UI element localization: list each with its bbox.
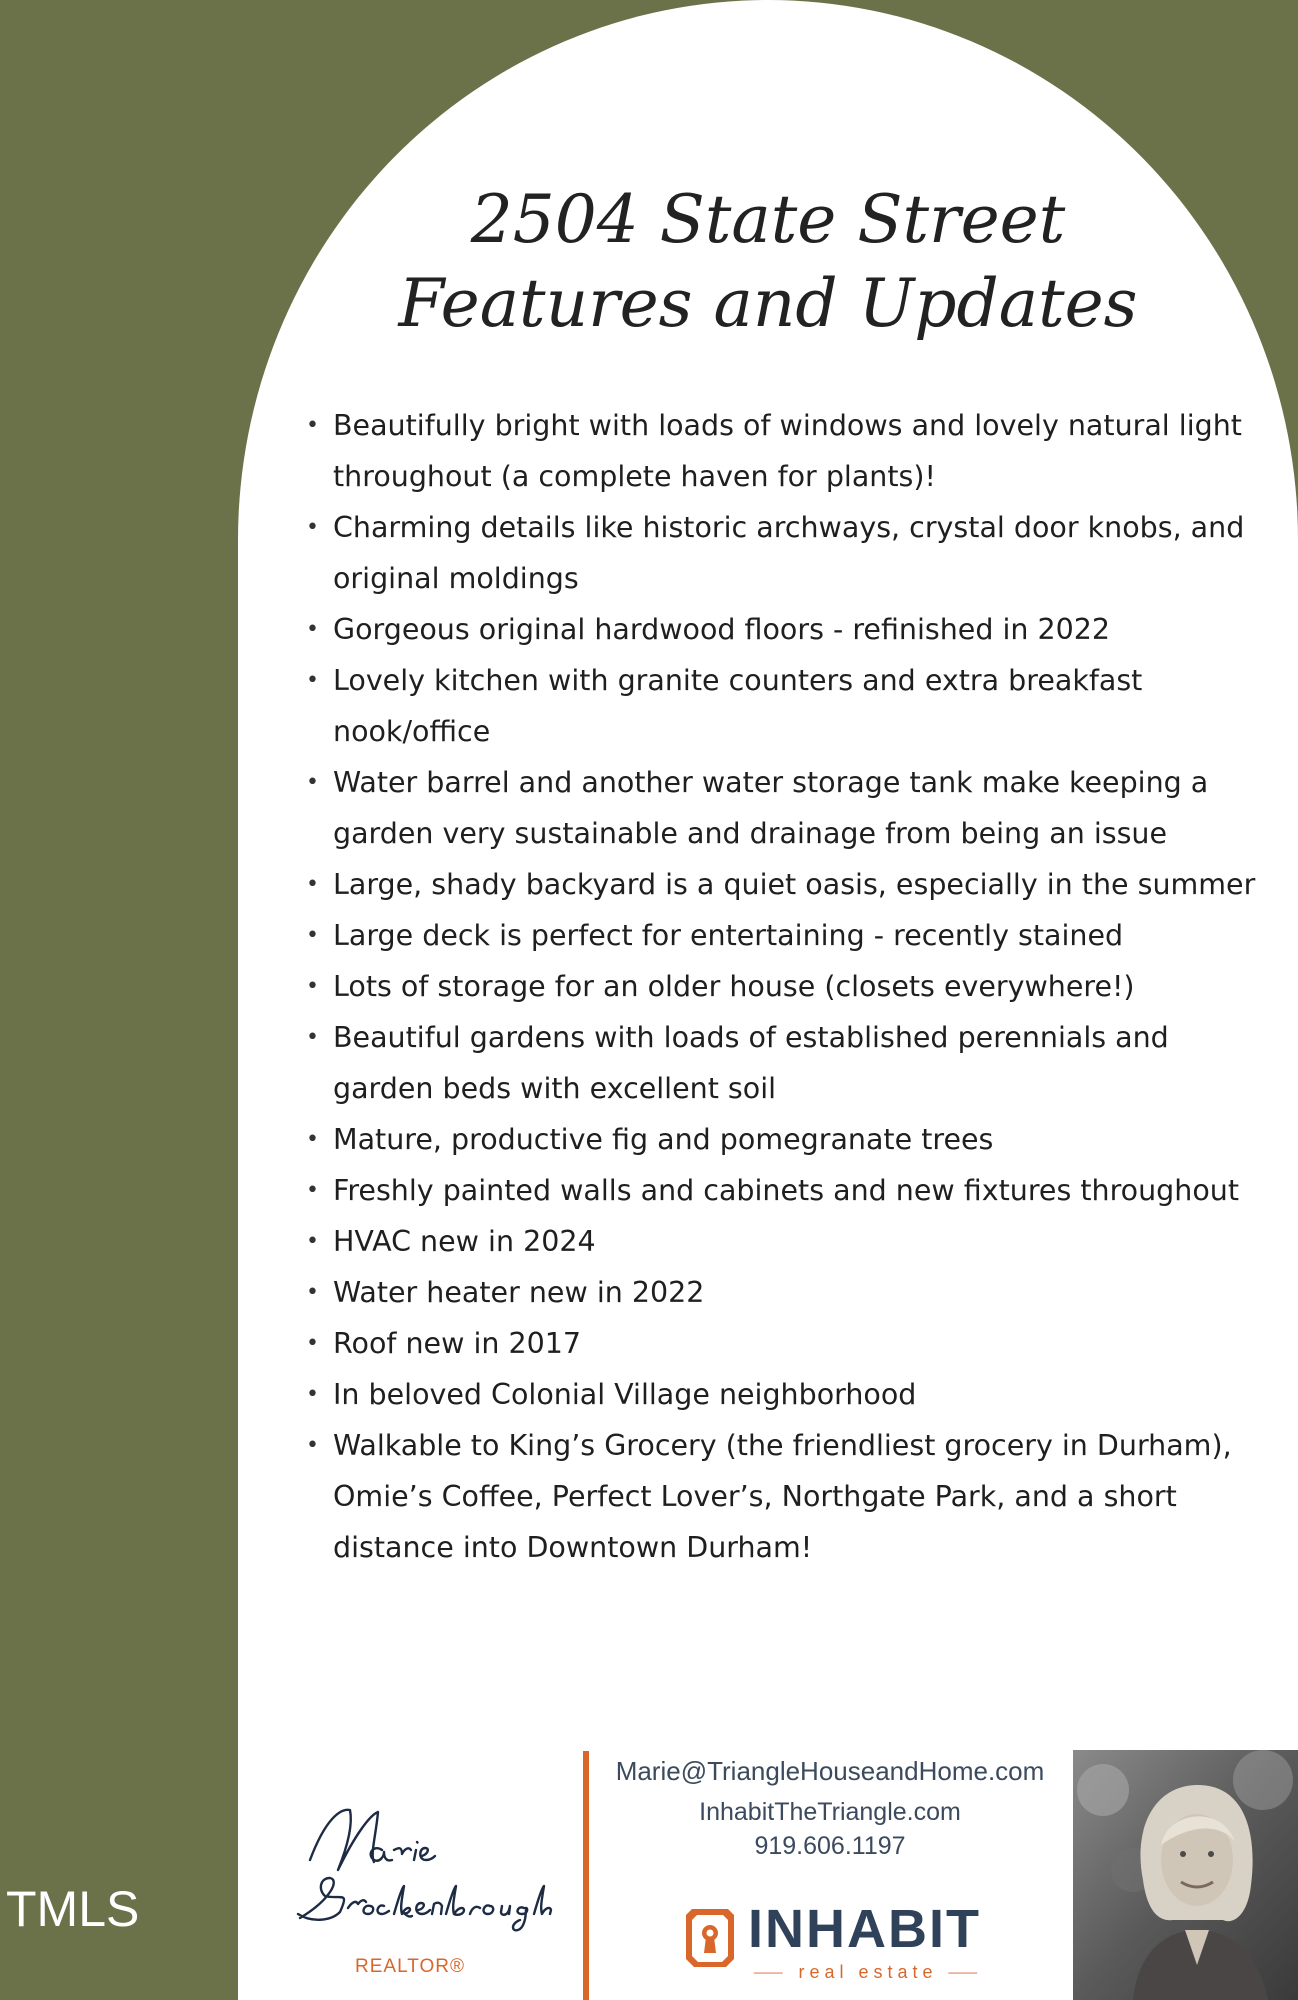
agent-signature xyxy=(270,1790,570,1940)
title-line-1: 2504 State Street xyxy=(470,181,1066,258)
features-list xyxy=(333,400,1268,1573)
feature-item: • HVAC new in 2024 xyxy=(333,1216,1268,1267)
feature-item: • Freshly painted walls and cabinets and new fixtures throughout xyxy=(333,1165,1268,1216)
phone-number[interactable]: 919.606.1197 xyxy=(754,1832,906,1860)
feature-item: • Beautifully bright with loads of windows and lovely natural light throughout (a complete haven for plants)! xyxy=(333,400,1268,502)
feature-item: • Lovely kitchen with granite counters and extra breakfast nook/office xyxy=(333,655,1268,757)
brand-tagline xyxy=(748,1958,988,1984)
feature-item: • In beloved Colonial Village neighborhood xyxy=(333,1369,1268,1420)
feature-item: • Beautiful gardens with loads of established perennials and garden beds with excellent soil xyxy=(333,1012,1268,1114)
feature-item: • Mature, productive fig and pomegranate trees xyxy=(333,1114,1268,1165)
feature-item: • Roof new in 2017 xyxy=(333,1318,1268,1369)
feature-item: • Water heater new in 2022 xyxy=(333,1267,1268,1318)
realtor-label: REALTOR® xyxy=(355,1956,465,1977)
tagline-bar-left-icon: ⸺ xyxy=(752,1962,789,1982)
divider xyxy=(583,1751,589,2000)
tagline-text: real estate xyxy=(798,1962,938,1982)
feature-item: • Lots of storage for an older house (closets everywhere!) xyxy=(333,961,1268,1012)
feature-item: • Gorgeous original hardwood floors - refinished in 2022 xyxy=(333,604,1268,655)
watermark: TMLS xyxy=(6,1881,140,1937)
tagline-bar-right-icon: ⸺ xyxy=(947,1962,984,1982)
brand-name: INHABIT xyxy=(748,1899,981,1959)
feature-item: • Walkable to King’s Grocery (the friendliest grocery in Durham), Omie’s Coffee, Perfect Lover’s, Northgate Park, and a short distance into Downtown Durham! xyxy=(333,1420,1268,1573)
website-link[interactable]: InhabitTheTriangle.com xyxy=(699,1798,961,1826)
page-title xyxy=(238,178,1298,346)
agent-photo xyxy=(1073,1750,1298,2000)
keyhole-logo-icon xyxy=(682,1905,738,1971)
feature-item: • Water barrel and another water storage tank make keeping a garden very sustainable and drainage from being an issue xyxy=(333,757,1268,859)
title-line-2: Features and Updates xyxy=(398,265,1138,342)
feature-item: • Large, shady backyard is a quiet oasis, especially in the summer xyxy=(333,859,1268,910)
feature-item: • Charming details like historic archways, crystal door knobs, and original moldings xyxy=(333,502,1268,604)
feature-item: • Large deck is perfect for entertaining - recently stained xyxy=(333,910,1268,961)
email-link[interactable]: Marie@TriangleHouseandHome.com xyxy=(615,1756,1045,1786)
